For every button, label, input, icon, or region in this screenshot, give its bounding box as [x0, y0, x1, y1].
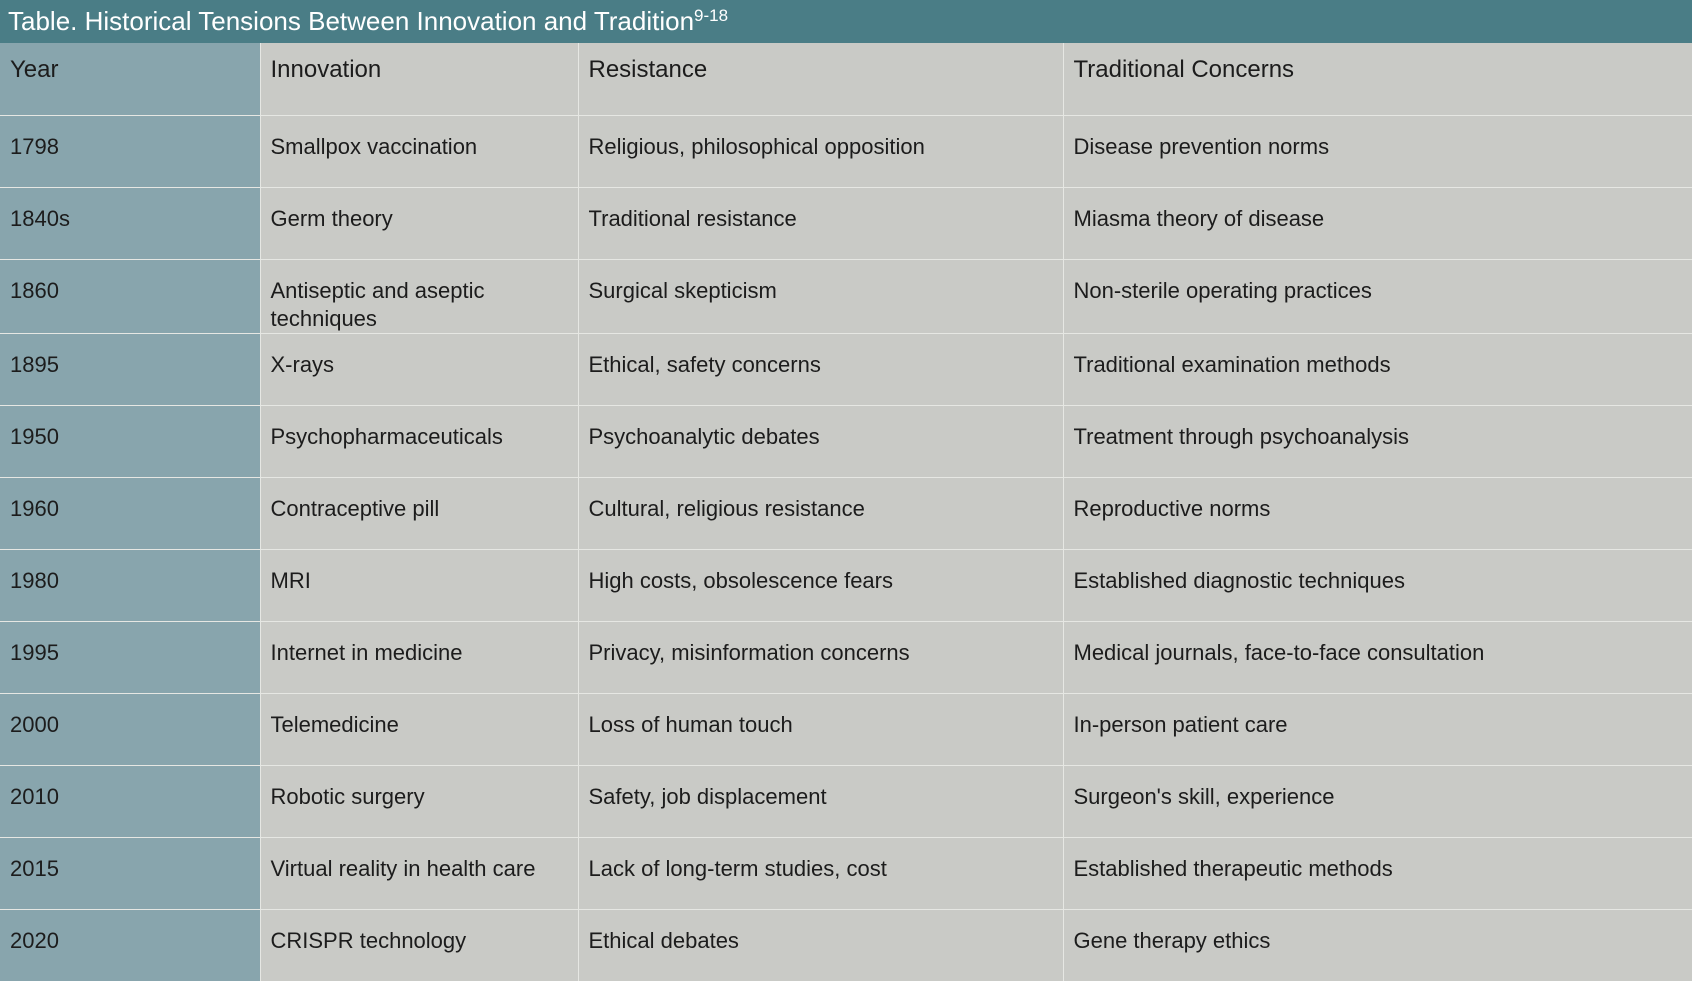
cell-innovation: Internet in medicine	[260, 621, 578, 693]
cell-year: 1995	[0, 621, 260, 693]
cell-resistance: Safety, job displacement	[578, 765, 1063, 837]
cell-innovation: Contraceptive pill	[260, 477, 578, 549]
cell-traditional-concerns: Treatment through psychoanalysis	[1063, 405, 1692, 477]
table-row	[0, 259, 1692, 333]
cell-resistance: Privacy, misinformation concerns	[578, 621, 1063, 693]
table-row	[0, 187, 1692, 259]
cell-traditional-concerns: Miasma theory of disease	[1063, 187, 1692, 259]
cell-traditional-concerns: Established therapeutic methods	[1063, 837, 1692, 909]
cell-year: 2010	[0, 765, 260, 837]
cell-year: 2015	[0, 837, 260, 909]
table-row	[0, 115, 1692, 187]
table-title	[0, 0, 1692, 43]
header-innovation: Innovation	[260, 43, 578, 115]
cell-traditional-concerns: Established diagnostic techniques	[1063, 549, 1692, 621]
cell-innovation: Robotic surgery	[260, 765, 578, 837]
cell-year: 2000	[0, 693, 260, 765]
cell-year: 2020	[0, 909, 260, 981]
cell-innovation: Psychopharmaceuticals	[260, 405, 578, 477]
cell-year: 1798	[0, 115, 260, 187]
header-traditional-concerns: Traditional Concerns	[1063, 43, 1692, 115]
cell-innovation: Germ theory	[260, 187, 578, 259]
header-year: Year	[0, 43, 260, 115]
cell-traditional-concerns: Traditional examination methods	[1063, 333, 1692, 405]
table-title-text: Table. Historical Tensions Between Innovation and Tradition	[8, 6, 695, 36]
cell-innovation: Virtual reality in health care	[260, 837, 578, 909]
table-row	[0, 693, 1692, 765]
table-row	[0, 405, 1692, 477]
cell-resistance: Religious, philosophical opposition	[578, 115, 1063, 187]
cell-traditional-concerns: Medical journals, face-to-face consultation	[1063, 621, 1692, 693]
cell-year: 1950	[0, 405, 260, 477]
cell-traditional-concerns: Gene therapy ethics	[1063, 909, 1692, 981]
header-row	[0, 43, 1692, 115]
cell-year: 1840s	[0, 187, 260, 259]
table-row	[0, 909, 1692, 981]
cell-traditional-concerns: Reproductive norms	[1063, 477, 1692, 549]
header-resistance: Resistance	[578, 43, 1063, 115]
table-row	[0, 477, 1692, 549]
table-row	[0, 549, 1692, 621]
table-row	[0, 765, 1692, 837]
table-row	[0, 621, 1692, 693]
cell-resistance: High costs, obsolescence fears	[578, 549, 1063, 621]
cell-innovation: Antiseptic and aseptic techniques	[260, 259, 578, 333]
cell-resistance: Loss of human touch	[578, 693, 1063, 765]
data-table	[0, 43, 1692, 981]
cell-year: 1980	[0, 549, 260, 621]
cell-innovation: X-rays	[260, 333, 578, 405]
cell-innovation: Telemedicine	[260, 693, 578, 765]
cell-innovation: MRI	[260, 549, 578, 621]
cell-year: 1895	[0, 333, 260, 405]
cell-innovation: Smallpox vaccination	[260, 115, 578, 187]
cell-resistance: Ethical debates	[578, 909, 1063, 981]
cell-traditional-concerns: Non-sterile operating practices	[1063, 259, 1692, 333]
table-row	[0, 837, 1692, 909]
cell-traditional-concerns: In-person patient care	[1063, 693, 1692, 765]
cell-resistance: Cultural, religious resistance	[578, 477, 1063, 549]
cell-year: 1860	[0, 259, 260, 333]
cell-resistance: Lack of long-term studies, cost	[578, 837, 1063, 909]
cell-resistance: Ethical, safety concerns	[578, 333, 1063, 405]
cell-resistance: Traditional resistance	[578, 187, 1063, 259]
title-citation: 9-18	[694, 6, 729, 25]
cell-resistance: Surgical skepticism	[578, 259, 1063, 333]
cell-year: 1960	[0, 477, 260, 549]
cell-traditional-concerns: Disease prevention norms	[1063, 115, 1692, 187]
cell-resistance: Psychoanalytic debates	[578, 405, 1063, 477]
cell-innovation: CRISPR technology	[260, 909, 578, 981]
cell-traditional-concerns: Surgeon's skill, experience	[1063, 765, 1692, 837]
table-row	[0, 333, 1692, 405]
